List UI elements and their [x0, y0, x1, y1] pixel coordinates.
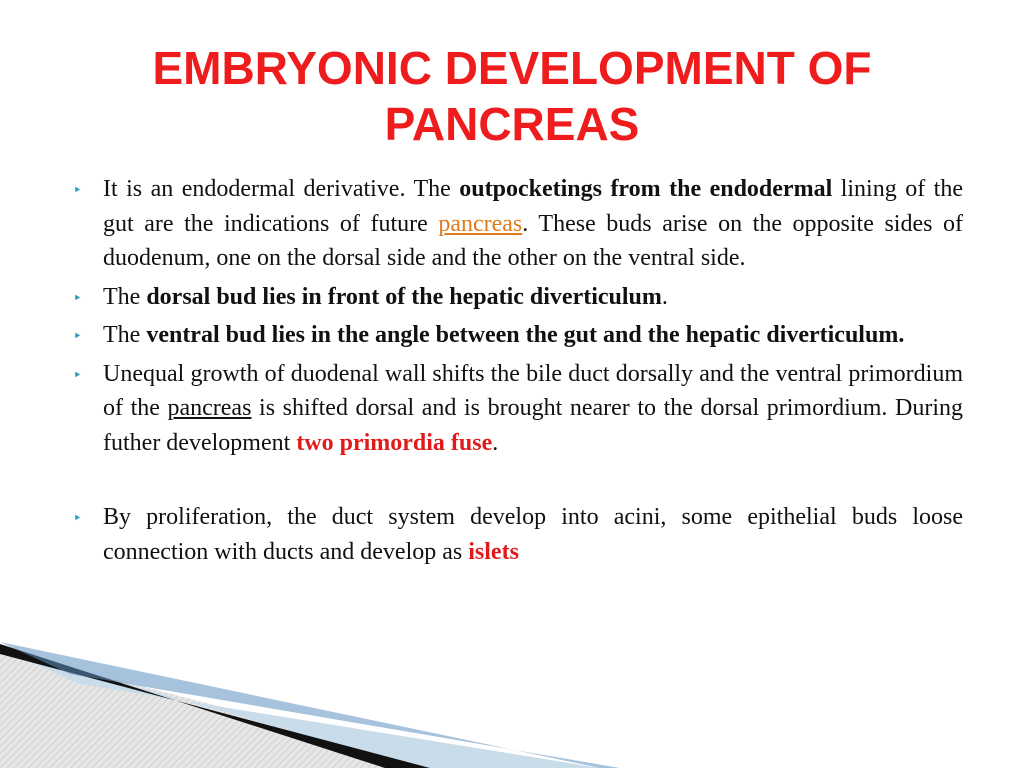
corner-swoosh-decoration [0, 640, 1024, 768]
bullet-item-5 [73, 500, 963, 569]
bullet-item-1 [73, 172, 963, 276]
bullet-item-4 [73, 357, 963, 461]
slide-title-line-2: PANCREAS [384, 98, 640, 150]
bullet-item-2 [73, 280, 963, 315]
bullet-text: . These buds arise on the opposite sides of duodenum, one on the dorsal side and the other on the ventral side. [103, 210, 963, 271]
bullet-text: The [103, 322, 147, 348]
bullet-text: By proliferation, the duct system develop into acini, some epithelial buds loose connection with ducts and develop as [103, 504, 963, 565]
bullet-text: Unequal growth of duodenal wall shifts the bile duct dorsally and the ventral primordium of the [103, 360, 963, 421]
bullet-red-highlight: islets [468, 538, 519, 565]
pancreas-link[interactable]: pancreas [167, 395, 252, 421]
bullet-item-3 [73, 318, 963, 353]
bullet-arrow-icon: ‣ [73, 288, 82, 307]
bullet-text: lining of the gut are the indications of future [103, 176, 963, 237]
bullet-text: The [103, 283, 147, 310]
slide-title-line-1: EMBRYONIC DEVELOPMENT OF [152, 42, 872, 94]
bullet-arrow-icon: ‣ [73, 365, 82, 384]
bullet-text: It is an endodermal derivative. The [103, 176, 460, 202]
bullet-text: is shifted dorsal and is brought nearer to the dorsal primordium. During futher development [103, 395, 963, 456]
slide-title [60, 40, 964, 152]
bullet-bold-text: outpocketings from the endodermal [459, 176, 833, 202]
bullet-list [73, 172, 963, 573]
bullet-bold-text: dorsal bud lies in front of the hepatic diverticulum [146, 283, 662, 310]
pancreas-link[interactable]: pancreas [438, 210, 523, 237]
bullet-red-highlight: two primordia fuse [296, 429, 493, 456]
bullet-bold-text: ventral bud lies in the angle between the gut and the hepatic diverticulum. [146, 322, 905, 348]
bullet-arrow-icon: ‣ [73, 509, 82, 527]
bullet-arrow-icon: ‣ [73, 327, 82, 345]
bullet-text: . [492, 429, 499, 456]
bullet-text: . [661, 283, 668, 310]
bullet-arrow-icon: ‣ [73, 181, 82, 199]
